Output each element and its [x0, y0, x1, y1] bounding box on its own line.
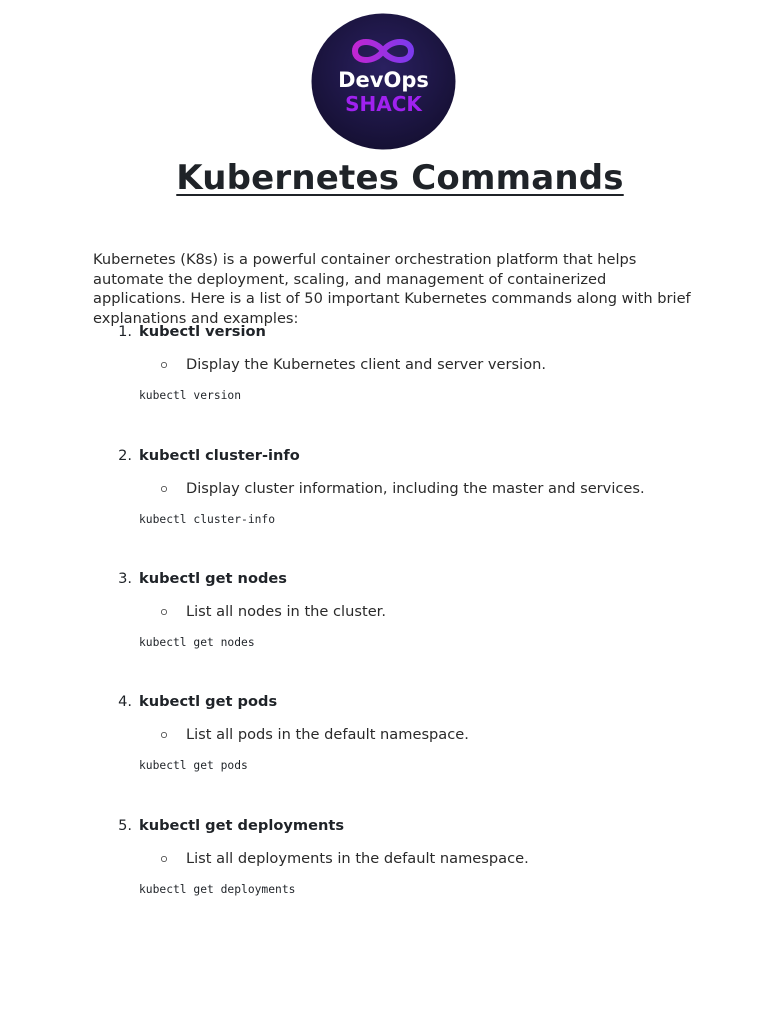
command-name: kubectl get pods: [139, 693, 278, 710]
command-number: 2.: [118, 447, 132, 464]
command-number: 1.: [118, 323, 132, 340]
hollow-bullet-icon: [161, 732, 167, 738]
hollow-bullet-icon: [161, 486, 167, 492]
command-example: kubectl get pods: [139, 759, 248, 772]
command-description: List all nodes in the cluster.: [186, 603, 386, 620]
command-description: List all deployments in the default namespace.: [186, 850, 529, 867]
command-name: kubectl get deployments: [139, 817, 345, 834]
page-title: Kubernetes Commands: [176, 158, 624, 198]
command-number: 3.: [118, 570, 132, 587]
command-description: List all pods in the default namespace.: [186, 726, 469, 743]
command-description: Display the Kubernetes client and server version.: [186, 356, 547, 373]
command-description: Display cluster information, including the master and services.: [186, 480, 645, 497]
command-example: kubectl version: [139, 389, 242, 402]
hollow-bullet-icon: [161, 609, 167, 615]
command-number: 4.: [118, 693, 132, 710]
hollow-bullet-icon: [161, 856, 167, 862]
logo-text-devops: DevOps: [338, 68, 429, 92]
hollow-bullet-icon: [161, 362, 167, 368]
devops-shack-logo: [311, 13, 456, 150]
command-name: kubectl cluster-info: [139, 447, 300, 464]
logo-text-shack: SHACK: [345, 92, 422, 116]
command-example: kubectl cluster-info: [139, 513, 276, 526]
command-name: kubectl version: [139, 323, 266, 340]
command-number: 5.: [118, 817, 132, 834]
command-example: kubectl get nodes: [139, 636, 255, 649]
intro-paragraph: Kubernetes (K8s) is a powerful container orchestration platform that helps automate the deployment, scaling, and management of containerized applications. Here is a list of 50 important Kubernetes commands along with brief explanations and examples:: [93, 251, 691, 327]
command-example: kubectl get deployments: [139, 883, 296, 896]
command-name: kubectl get nodes: [139, 570, 287, 587]
